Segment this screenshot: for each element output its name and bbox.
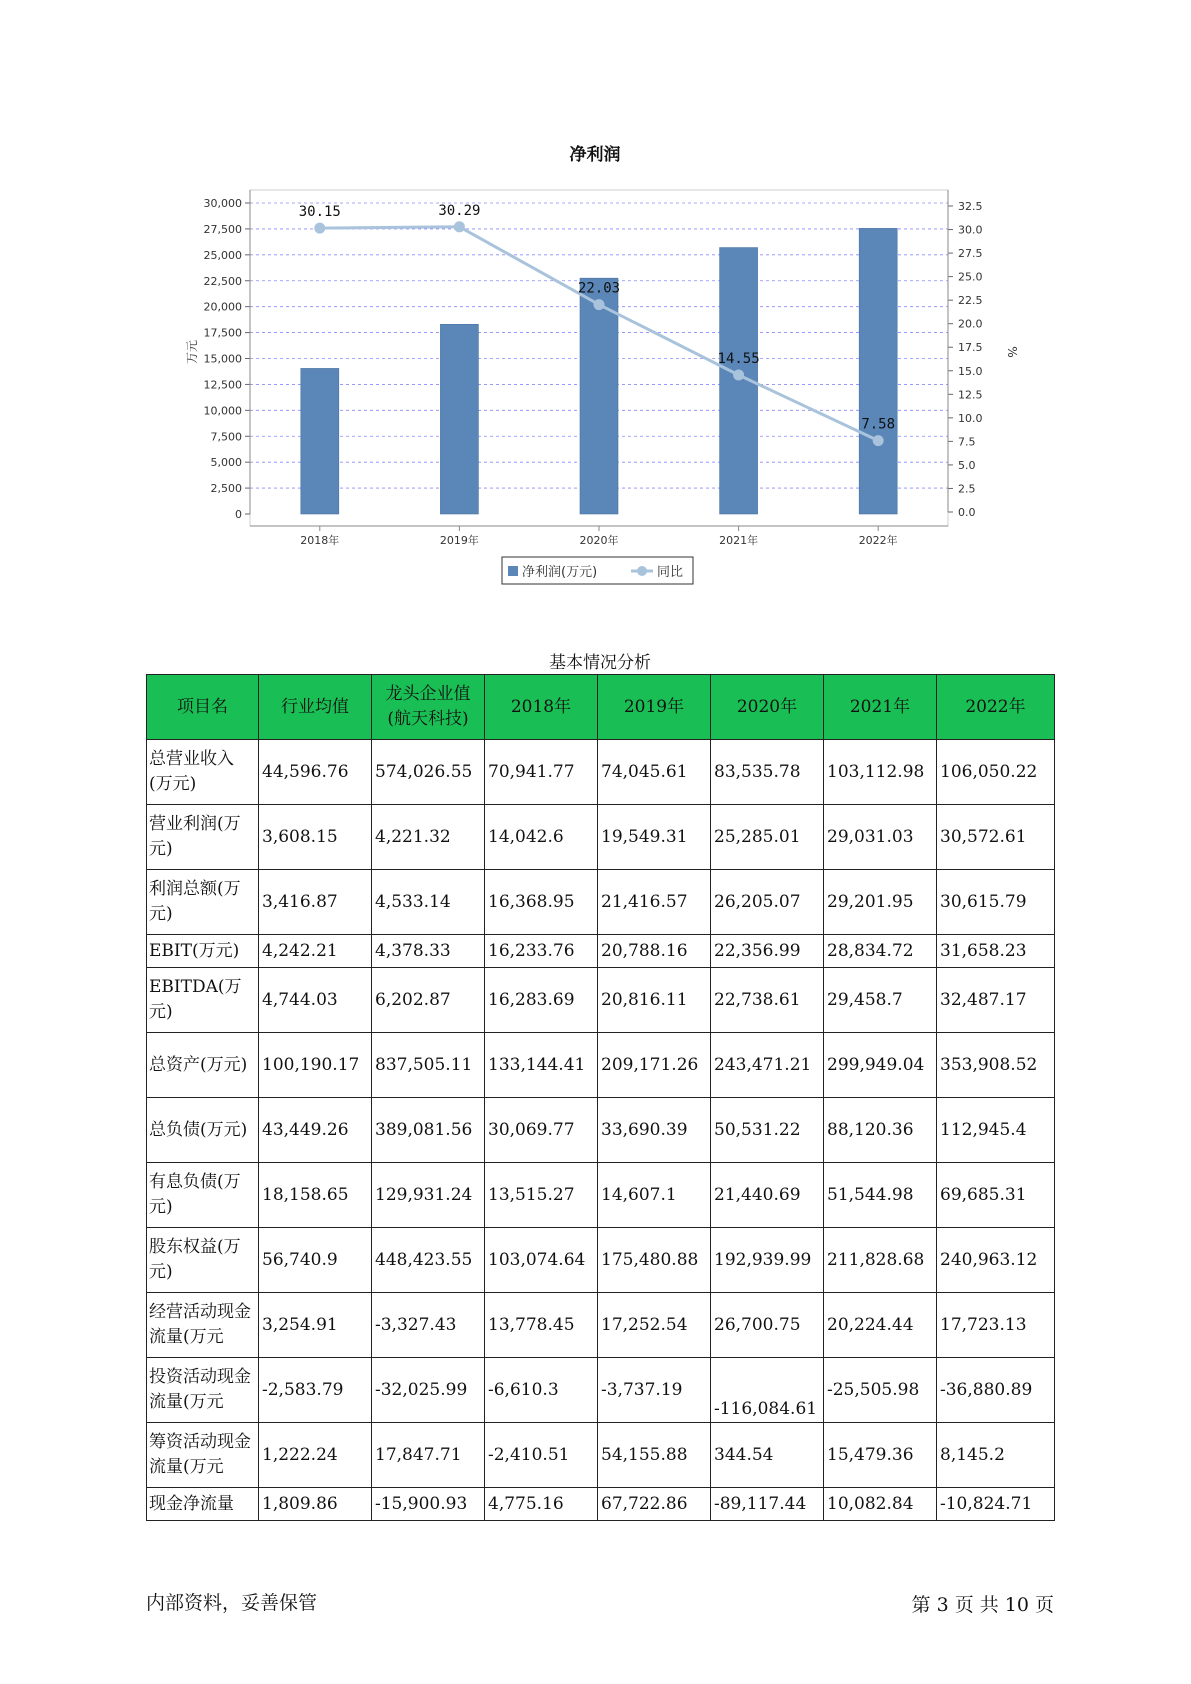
- value-cell: 88,120.36: [824, 1098, 937, 1163]
- y2-tick-label: 32.5: [958, 200, 983, 213]
- value-cell: 17,723.13: [937, 1293, 1055, 1358]
- value-cell: 299,949.04: [824, 1033, 937, 1098]
- value-cell: 18,158.65: [259, 1163, 372, 1228]
- value-cell: 50,531.22: [711, 1098, 824, 1163]
- value-cell: 54,155.88: [598, 1423, 711, 1488]
- value-cell: 26,700.75: [711, 1293, 824, 1358]
- value-cell: -6,610.3: [485, 1358, 598, 1423]
- value-cell: 3,608.15: [259, 805, 372, 870]
- header-cell: 项目名: [147, 675, 259, 740]
- value-cell: 4,533.14: [372, 870, 485, 935]
- value-cell: 15,479.36: [824, 1423, 937, 1488]
- value-cell: -3,737.19: [598, 1358, 711, 1423]
- y-tick-label: 17,500: [203, 326, 242, 340]
- value-cell: 44,596.76: [259, 740, 372, 805]
- net-profit-chart: [0, 0, 1191, 600]
- value-cell: 4,221.32: [372, 805, 485, 870]
- yoy-point: [733, 370, 744, 381]
- basic-analysis-table-wrap: [146, 674, 1054, 1521]
- y-tick-label: 12,500: [203, 378, 242, 392]
- legend-line-label: 同比: [657, 565, 684, 580]
- row-label-cell: EBITDA(万元): [147, 968, 259, 1033]
- value-cell: 100,190.17: [259, 1033, 372, 1098]
- header-cell: 2021年: [824, 675, 937, 740]
- y2-tick-label: 5.0: [958, 458, 976, 472]
- y2-tick-label: 10.0: [958, 411, 983, 425]
- table-row: [147, 1423, 1055, 1488]
- header-cell: 行业均值: [259, 675, 372, 740]
- value-cell: 21,416.57: [598, 870, 711, 935]
- row-label-cell: 筹资活动现金流量(万元: [147, 1423, 259, 1488]
- y-tick-label: 27,500: [203, 222, 242, 236]
- row-label-cell: 经营活动现金流量(万元: [147, 1293, 259, 1358]
- value-cell: 26,205.07: [711, 870, 824, 935]
- bar: [301, 368, 339, 514]
- value-cell: 56,740.9: [259, 1228, 372, 1293]
- table-row: [147, 1098, 1055, 1163]
- value-cell: 4,775.16: [485, 1488, 598, 1521]
- yoy-point: [314, 223, 325, 234]
- value-cell: -3,327.43: [372, 1293, 485, 1358]
- value-cell: -116,084.61: [711, 1358, 824, 1423]
- y-tick-label: 10,000: [203, 404, 242, 418]
- value-cell: 837,505.11: [372, 1033, 485, 1098]
- value-cell: 17,252.54: [598, 1293, 711, 1358]
- y-tick-label: 7,500: [210, 430, 242, 444]
- value-cell: 344.54: [711, 1423, 824, 1488]
- x-tick-label: 2021年: [719, 534, 759, 547]
- value-cell: 20,224.44: [824, 1293, 937, 1358]
- y2-tick-label: 12.5: [958, 388, 983, 402]
- header-cell: 2022年: [937, 675, 1055, 740]
- y-tick-label: 5,000: [210, 456, 242, 470]
- value-cell: 209,171.26: [598, 1033, 711, 1098]
- value-cell: 103,112.98: [824, 740, 937, 805]
- row-label-cell: 股东权益(万元): [147, 1228, 259, 1293]
- value-cell: 30,615.79: [937, 870, 1055, 935]
- value-cell: 103,074.64: [485, 1228, 598, 1293]
- y2-tick-label: 25.0: [958, 270, 983, 284]
- value-cell: 30,572.61: [937, 805, 1055, 870]
- value-cell: 67,722.86: [598, 1488, 711, 1521]
- table-row: [147, 805, 1055, 870]
- value-cell: 29,458.7: [824, 968, 937, 1033]
- value-cell: 83,535.78: [711, 740, 824, 805]
- chart-title: 净利润: [569, 145, 621, 165]
- value-cell: 14,607.1: [598, 1163, 711, 1228]
- yoy-point: [873, 435, 884, 446]
- x-tick-label: 2018年: [300, 534, 340, 547]
- footer-confidential: 内部资料，妥善保管: [146, 1592, 318, 1614]
- value-cell: 19,549.31: [598, 805, 711, 870]
- value-cell: 3,416.87: [259, 870, 372, 935]
- table-caption: 基本情况分析: [549, 653, 651, 673]
- bar: [859, 228, 897, 514]
- y2-tick-label: 17.5: [958, 341, 983, 355]
- value-cell: 240,963.12: [937, 1228, 1055, 1293]
- y-tick-label: 25,000: [203, 248, 242, 262]
- bar: [440, 324, 478, 514]
- yoy-data-label: 30.29: [438, 202, 481, 219]
- y2-tick-label: 2.5: [958, 482, 976, 496]
- row-label-cell: 营业利润(万元): [147, 805, 259, 870]
- value-cell: 22,738.61: [711, 968, 824, 1033]
- value-cell: -2,583.79: [259, 1358, 372, 1423]
- value-cell: 22,356.99: [711, 935, 824, 968]
- value-cell: 43,449.26: [259, 1098, 372, 1163]
- value-cell: 20,816.11: [598, 968, 711, 1033]
- value-cell: 133,144.41: [485, 1033, 598, 1098]
- table-row: [147, 1293, 1055, 1358]
- value-cell: -10,824.71: [937, 1488, 1055, 1521]
- y2-tick-label: 7.5: [958, 435, 976, 449]
- value-cell: 74,045.61: [598, 740, 711, 805]
- header-cell: 2020年: [711, 675, 824, 740]
- value-cell: 112,945.4: [937, 1098, 1055, 1163]
- legend-bar-label: 净利润(万元): [522, 565, 598, 580]
- value-cell: 33,690.39: [598, 1098, 711, 1163]
- row-label-cell: 总营业收入(万元): [147, 740, 259, 805]
- value-cell: 6,202.87: [372, 968, 485, 1033]
- row-label-cell: 现金净流量: [147, 1488, 259, 1521]
- value-cell: 25,285.01: [711, 805, 824, 870]
- value-cell: 389,081.56: [372, 1098, 485, 1163]
- value-cell: 10,082.84: [824, 1488, 937, 1521]
- value-cell: 20,788.16: [598, 935, 711, 968]
- value-cell: 28,834.72: [824, 935, 937, 968]
- x-tick-label: 2019年: [439, 534, 479, 547]
- table-row: [147, 1033, 1055, 1098]
- table-row: [147, 1228, 1055, 1293]
- header-cell: 2018年: [485, 675, 598, 740]
- value-cell: -32,025.99: [372, 1358, 485, 1423]
- value-cell: 4,242.21: [259, 935, 372, 968]
- y2-tick-label: 20.0: [958, 317, 983, 331]
- table-row: [147, 870, 1055, 935]
- value-cell: 14,042.6: [485, 805, 598, 870]
- footer-page-number: 第 3 页 共 10 页: [911, 1594, 1054, 1616]
- x-tick-label: 2020年: [579, 534, 619, 547]
- y-tick-label: 0: [235, 508, 242, 521]
- value-cell: -89,117.44: [711, 1488, 824, 1521]
- basic-analysis-table: [146, 674, 1055, 1521]
- header-cell: 龙头企业值(航天科技): [372, 675, 485, 740]
- value-cell: 8,145.2: [937, 1423, 1055, 1488]
- table-row: [147, 968, 1055, 1033]
- table-row: [147, 1358, 1055, 1423]
- yoy-point: [454, 221, 465, 232]
- value-cell: 16,233.76: [485, 935, 598, 968]
- row-label-cell: EBIT(万元): [147, 935, 259, 968]
- table-row: [147, 1488, 1055, 1521]
- yoy-data-label: 22.03: [577, 280, 621, 297]
- value-cell: 1,222.24: [259, 1423, 372, 1488]
- value-cell: 243,471.21: [711, 1033, 824, 1098]
- table-row: [147, 1163, 1055, 1228]
- y-tick-label: 30,000: [203, 197, 242, 210]
- y-tick-label: 20,000: [203, 300, 242, 314]
- value-cell: 4,744.03: [259, 968, 372, 1033]
- row-label-cell: 总资产(万元): [147, 1033, 259, 1098]
- row-label-cell: 有息负债(万元): [147, 1163, 259, 1228]
- value-cell: 16,368.95: [485, 870, 598, 935]
- y-tick-label: 22,500: [203, 274, 242, 288]
- value-cell: 574,026.55: [372, 740, 485, 805]
- table-row: [147, 935, 1055, 968]
- yoy-data-label: 30.15: [298, 204, 341, 221]
- value-cell: 192,939.99: [711, 1228, 824, 1293]
- value-cell: 30,069.77: [485, 1098, 598, 1163]
- value-cell: 21,440.69: [711, 1163, 824, 1228]
- value-cell: 211,828.68: [824, 1228, 937, 1293]
- value-cell: 353,908.52: [937, 1033, 1055, 1098]
- value-cell: 51,544.98: [824, 1163, 937, 1228]
- value-cell: 13,778.45: [485, 1293, 598, 1358]
- value-cell: 29,201.95: [824, 870, 937, 935]
- value-cell: 129,931.24: [372, 1163, 485, 1228]
- value-cell: 16,283.69: [485, 968, 598, 1033]
- value-cell: 32,487.17: [937, 968, 1055, 1033]
- value-cell: -2,410.51: [485, 1423, 598, 1488]
- row-label-cell: 总负债(万元): [147, 1098, 259, 1163]
- legend-line-marker: [637, 566, 647, 576]
- y-tick-label: 15,000: [203, 352, 242, 366]
- y-tick-label: 2,500: [210, 482, 242, 496]
- value-cell: 13,515.27: [485, 1163, 598, 1228]
- value-cell: 70,941.77: [485, 740, 598, 805]
- y2-tick-label: 27.5: [958, 247, 983, 261]
- value-cell: 1,809.86: [259, 1488, 372, 1521]
- value-cell: 3,254.91: [259, 1293, 372, 1358]
- y2-axis-label: %: [1005, 346, 1019, 358]
- y2-tick-label: 22.5: [958, 294, 983, 308]
- yoy-data-label: 7.58: [861, 416, 896, 433]
- row-label-cell: 投资活动现金流量(万元: [147, 1358, 259, 1423]
- table-header-row: [147, 675, 1055, 740]
- y2-tick-label: 0.0: [958, 506, 976, 519]
- row-label-cell: 利润总额(万元): [147, 870, 259, 935]
- y2-tick-label: 30.0: [958, 223, 983, 237]
- value-cell: 69,685.31: [937, 1163, 1055, 1228]
- yoy-data-label: 14.55: [717, 351, 760, 368]
- value-cell: 175,480.88: [598, 1228, 711, 1293]
- value-cell: 17,847.71: [372, 1423, 485, 1488]
- value-cell: -36,880.89: [937, 1358, 1055, 1423]
- value-cell: -25,505.98: [824, 1358, 937, 1423]
- value-cell: 106,050.22: [937, 740, 1055, 805]
- header-cell: 2019年: [598, 675, 711, 740]
- y-axis-label: 万元: [185, 339, 199, 365]
- table-body: [147, 740, 1055, 1521]
- value-cell: 448,423.55: [372, 1228, 485, 1293]
- value-cell: -15,900.93: [372, 1488, 485, 1521]
- value-cell: 4,378.33: [372, 935, 485, 968]
- bar: [577, 278, 621, 514]
- yoy-point: [594, 299, 605, 310]
- x-tick-label: 2022年: [858, 534, 898, 547]
- value-cell: 29,031.03: [824, 805, 937, 870]
- y2-tick-label: 15.0: [958, 364, 983, 378]
- legend-bar-swatch: [508, 566, 518, 576]
- value-cell: 31,658.23: [937, 935, 1055, 968]
- table-row: [147, 740, 1055, 805]
